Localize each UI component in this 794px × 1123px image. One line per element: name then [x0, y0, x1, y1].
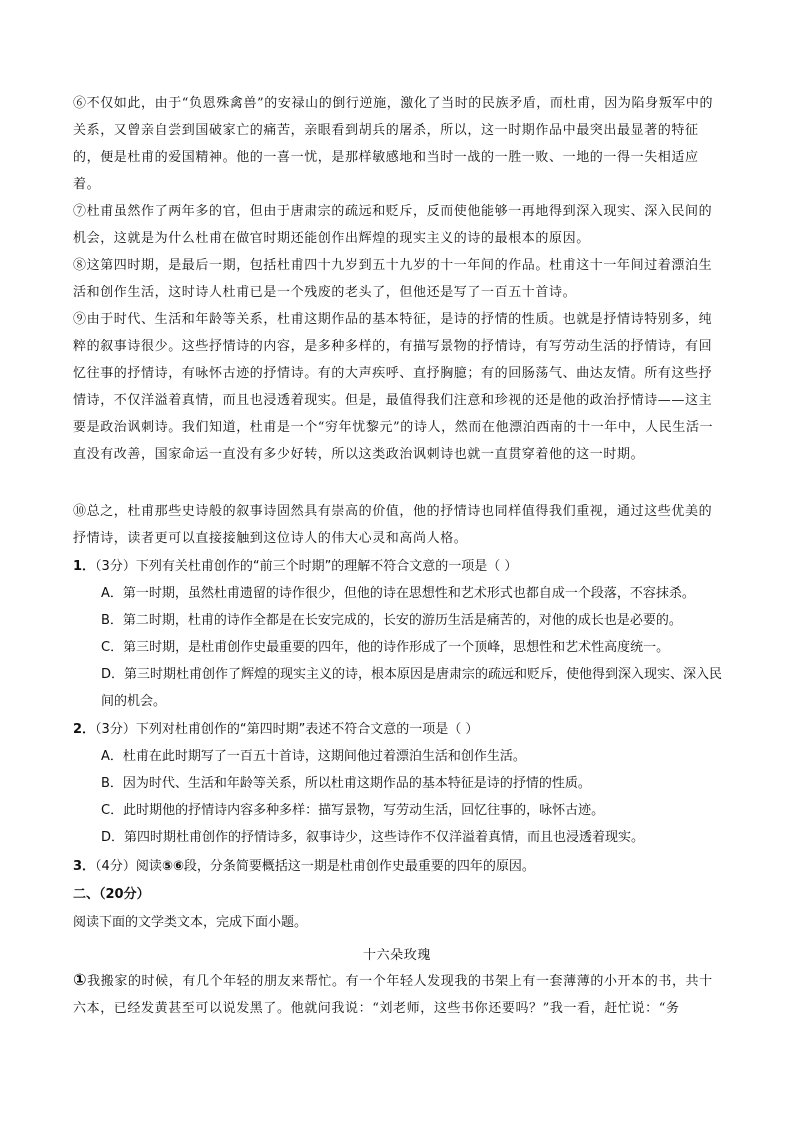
section-2-instruction: 阅读下面的文学类文本，完成下面小题。	[73, 915, 308, 930]
question-3-paragraph-marks: ⑤⑥	[161, 859, 184, 874]
question-3-number: 3．	[73, 859, 96, 874]
question-3-stem-post: 段，分条简要概括这一期是杜甫创作史最重要的四年的原因。	[183, 859, 535, 874]
question-2-option-b: B．因为时代、生活和年龄等关系，所以杜甫这期作品的基本特征是诗的抒情的性质。	[101, 776, 591, 791]
question-2-option-d: D．第四时期杜甫创作的抒情诗多，叙事诗少，这些诗作不仅洋溢着真情，而且也浸透着现实。	[101, 830, 645, 845]
passage-paragraph-8: ⑧这第四时期，是最后一期，包括杜甫四十九岁到五十九岁的十一年间的作品。杜甫这十一年间过着漂泊生活和创作生活，这时诗人杜甫已是一个残废的老头了，但他还是写了一百五十首诗。	[73, 258, 713, 300]
story-paragraph-1-mark: ①	[73, 970, 88, 989]
question-2-option-a: A．杜甫在此时期写了一百五十首诗，这期间他过着漂泊生活和创作生活。	[101, 749, 526, 764]
passage-paragraph-7: ⑦杜甫虽然作了两年多的官，但由于唐肃宗的疏远和贬斥，反而使他能够一再地得到深入现实、深入民间的机会，这就是为什么杜甫在做官时期还能创作出辉煌的现实主义的诗的最根本的原因。	[73, 204, 713, 246]
question-1-number: 1．	[73, 559, 96, 574]
passage-paragraph-10: ⑩总之，杜甫那些史诗般的叙事诗固然具有崇高的价值，他的抒情诗也同样值得我们重视，通过这些优美的抒情诗，读者更可以直接接触到这位诗人的伟大心灵和高尚人格。	[73, 504, 713, 546]
question-1-option-d: D．第三时期杜甫创作了辉煌的现实主义的诗，根本原因是唐肃宗的疏远和贬斥，使他得到深入现实、深入民间的机会。	[101, 667, 723, 709]
story-paragraph-1	[73, 966, 721, 1022]
question-1-option-b: B．第二时期，杜甫的诗作全都是在长安完成的，长安的游历生活是痛苦的，对他的成长也是必要的。	[101, 613, 682, 628]
question-1-stem: 下列有关杜甫创作的“前三个时期”的理解不符合文意的一项是（ ）	[135, 559, 518, 574]
question-1-option-c: C．第三时期，是杜甫创作史最重要的四年，他的诗作形成了一个顶峰，思想性和艺术性高度统一。	[101, 640, 670, 655]
question-3-score: （4分）	[95, 859, 136, 874]
question-1-score: （3分）	[95, 559, 136, 574]
question-2	[73, 716, 733, 743]
question-2-option-c: C．此时期他的抒情诗内容多种多样：描写景物，写劳动生活，回忆往事的，咏怀古迹。	[101, 803, 605, 818]
story-paragraph-1-text: 我搬家的时候，有几个年轻的朋友来帮忙。有一个年轻人发现我的书架上有一套薄薄的小开本的书，共十六本，已经发黄甚至可以说发黑了。他就问我说：“刘老师，这些书你还要吗？”我一看，赶忙说：“务	[73, 974, 713, 1016]
question-3-stem-pre: 阅读	[135, 859, 162, 874]
section-2-heading: 二、（20分）	[73, 887, 150, 902]
question-2-score: （3分）	[95, 722, 136, 737]
question-1-option-a: A．第一时期，虽然杜甫遗留的诗作很少，但他的诗在思想性和艺术形式也都自成一个段落，不容抹杀。	[101, 586, 695, 601]
question-2-stem: 下列对杜甫创作的“第四时期”表述不符合文意的一项是（ ）	[135, 722, 479, 737]
passage-paragraph-6: ⑥不仅如此，由于“负恩殊禽兽”的安禄山的倒行逆施，激化了当时的民族矛盾，而杜甫，因为陷身叛军中的关系，又曾亲自尝到国破家亡的痛苦，亲眼看到胡兵的屠杀，所以，这一时期作品中最突出最显著的特征的，便是杜甫的爱国精神。他的一喜一忧，是那样敏感地和当时一战的一胜一败、一地的一得一失相适应着。	[73, 96, 714, 192]
question-1	[73, 553, 733, 580]
story-title: 十六朵玫瑰	[362, 948, 431, 963]
passage-paragraph-9: ⑨由于时代、生活和年龄等关系，杜甫这期作品的基本特征，是诗的抒情的性质。也就是抒情诗特别多，纯粹的叙事诗很少。这些抒情诗的内容，是多种多样的，有描写景物的抒情诗，有写劳动生活的抒情诗，有回忆往事的抒情诗，有咏怀古迹的抒情诗。有的大声疾呼、直抒胸臆；有的回肠荡气、曲达友情。所有这些抒情诗，不仅洋溢着真情，而且也浸透着现实。但是，最值得我们注意和珍视的还是他的政治抒情诗——这主要是政治讽刺诗。我们知道，杜甫是一个“穷年忧黎元”的诗人，然而在他漂泊西南的十一年中，人民生活一直没有改善，国家命运一直没有多少好转，所以这类政治讽刺诗也就一直贯穿着他的这一时期。	[73, 312, 714, 462]
question-3	[73, 853, 733, 880]
question-2-number: 2．	[73, 722, 96, 737]
